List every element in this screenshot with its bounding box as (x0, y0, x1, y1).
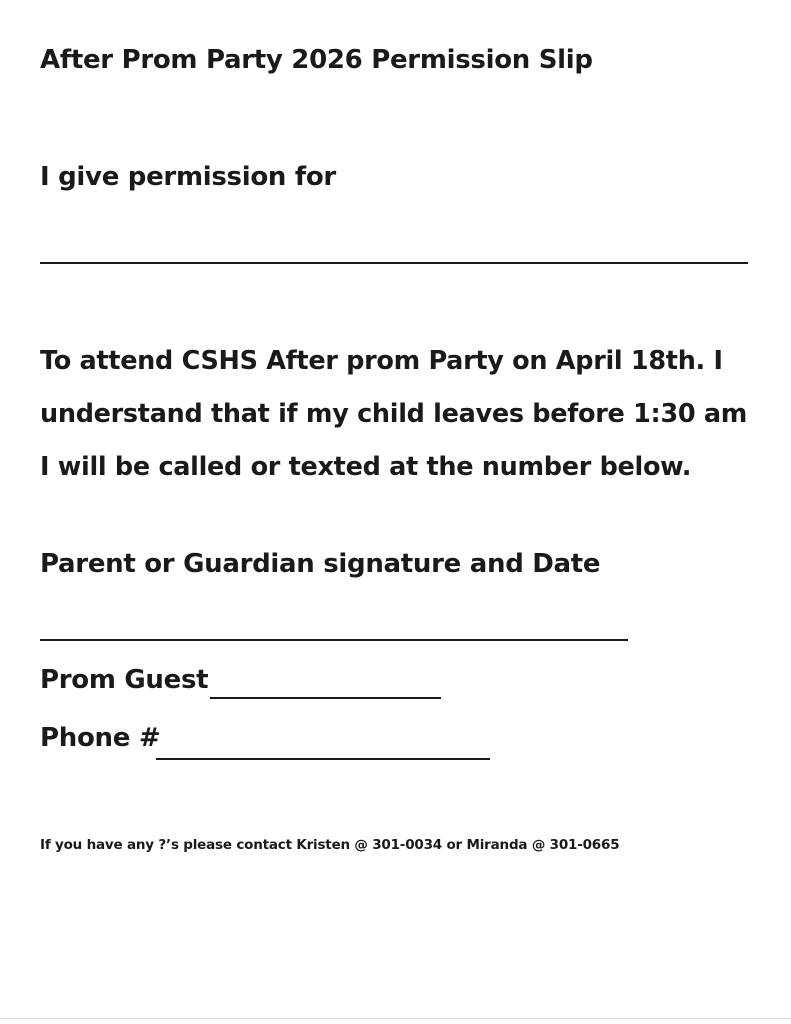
signature-date-line[interactable] (40, 639, 628, 641)
student-name-line[interactable] (40, 262, 748, 264)
phone-line[interactable] (156, 758, 490, 760)
statement-line: I will be called or texted at the number below. (40, 452, 692, 482)
contact-note: If you have any ?’s please contact Kristen @ 301-0034 or Miranda @ 301-0665 (40, 837, 620, 853)
signature-label: Parent or Guardian signature and Date (40, 549, 601, 579)
statement-line: To attend CSHS After prom Party on April 18th. I (40, 346, 723, 376)
permission-statement (40, 335, 780, 494)
permission-intro: I give permission for (40, 162, 336, 192)
prom-guest-line[interactable] (210, 697, 441, 699)
prom-guest-label: Prom Guest (40, 665, 209, 695)
page-edge-divider (0, 1018, 791, 1019)
document-title: After Prom Party 2026 Permission Slip (40, 45, 593, 75)
phone-label: Phone # (40, 723, 161, 753)
statement-line: understand that if my child leaves before 1:30 am (40, 399, 748, 429)
